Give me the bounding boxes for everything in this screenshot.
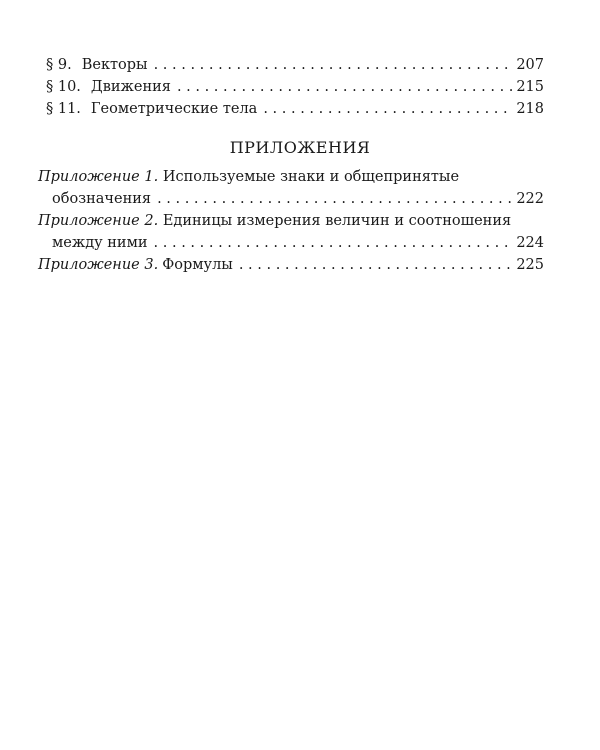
section-number: § 10. (46, 79, 81, 95)
appendix-title-line1: Единицы измерения величин и соотношения (162, 213, 512, 229)
page-number: 218 (516, 101, 544, 117)
toc-entry-appendix-2 (38, 210, 544, 254)
leader-dots (239, 254, 513, 276)
appendix-label: Приложение 3. (38, 257, 159, 273)
page-number: 224 (516, 235, 544, 251)
section-title: Геометрические тела (90, 101, 258, 117)
leader-dots (263, 98, 513, 120)
toc-entry-section-10 (38, 76, 544, 98)
page-number: 225 (516, 257, 544, 273)
appendix-label: Приложение 1. (38, 169, 159, 185)
section-number: § 11. (46, 101, 81, 117)
leader-dots (177, 76, 513, 98)
section-title: Векторы (81, 57, 148, 73)
appendices-heading: ПРИЛОЖЕНИЯ (229, 138, 371, 157)
leader-dots (154, 232, 514, 254)
appendix-label: Приложение 2. (38, 213, 159, 229)
leader-dots (157, 188, 513, 210)
section-title: Движения (90, 79, 171, 95)
section-number: § 9. (46, 57, 72, 73)
page-number: 215 (516, 79, 544, 95)
appendix-title-line1: Используемые знаки и общепринятые (162, 169, 460, 185)
page-number: 207 (516, 57, 544, 73)
toc-entry-section-11 (38, 98, 544, 120)
leader-dots (154, 54, 514, 76)
toc-entry-appendix-1 (38, 166, 544, 210)
toc-entry-section-9 (38, 54, 544, 76)
appendix-title-line2: между ними (52, 235, 148, 251)
sections-list (38, 54, 544, 120)
toc-entry-appendix-3 (38, 254, 544, 276)
appendix-title: Формулы (162, 257, 233, 273)
page-number: 222 (516, 191, 544, 207)
appendix-title-line2: обозначения (52, 191, 152, 207)
